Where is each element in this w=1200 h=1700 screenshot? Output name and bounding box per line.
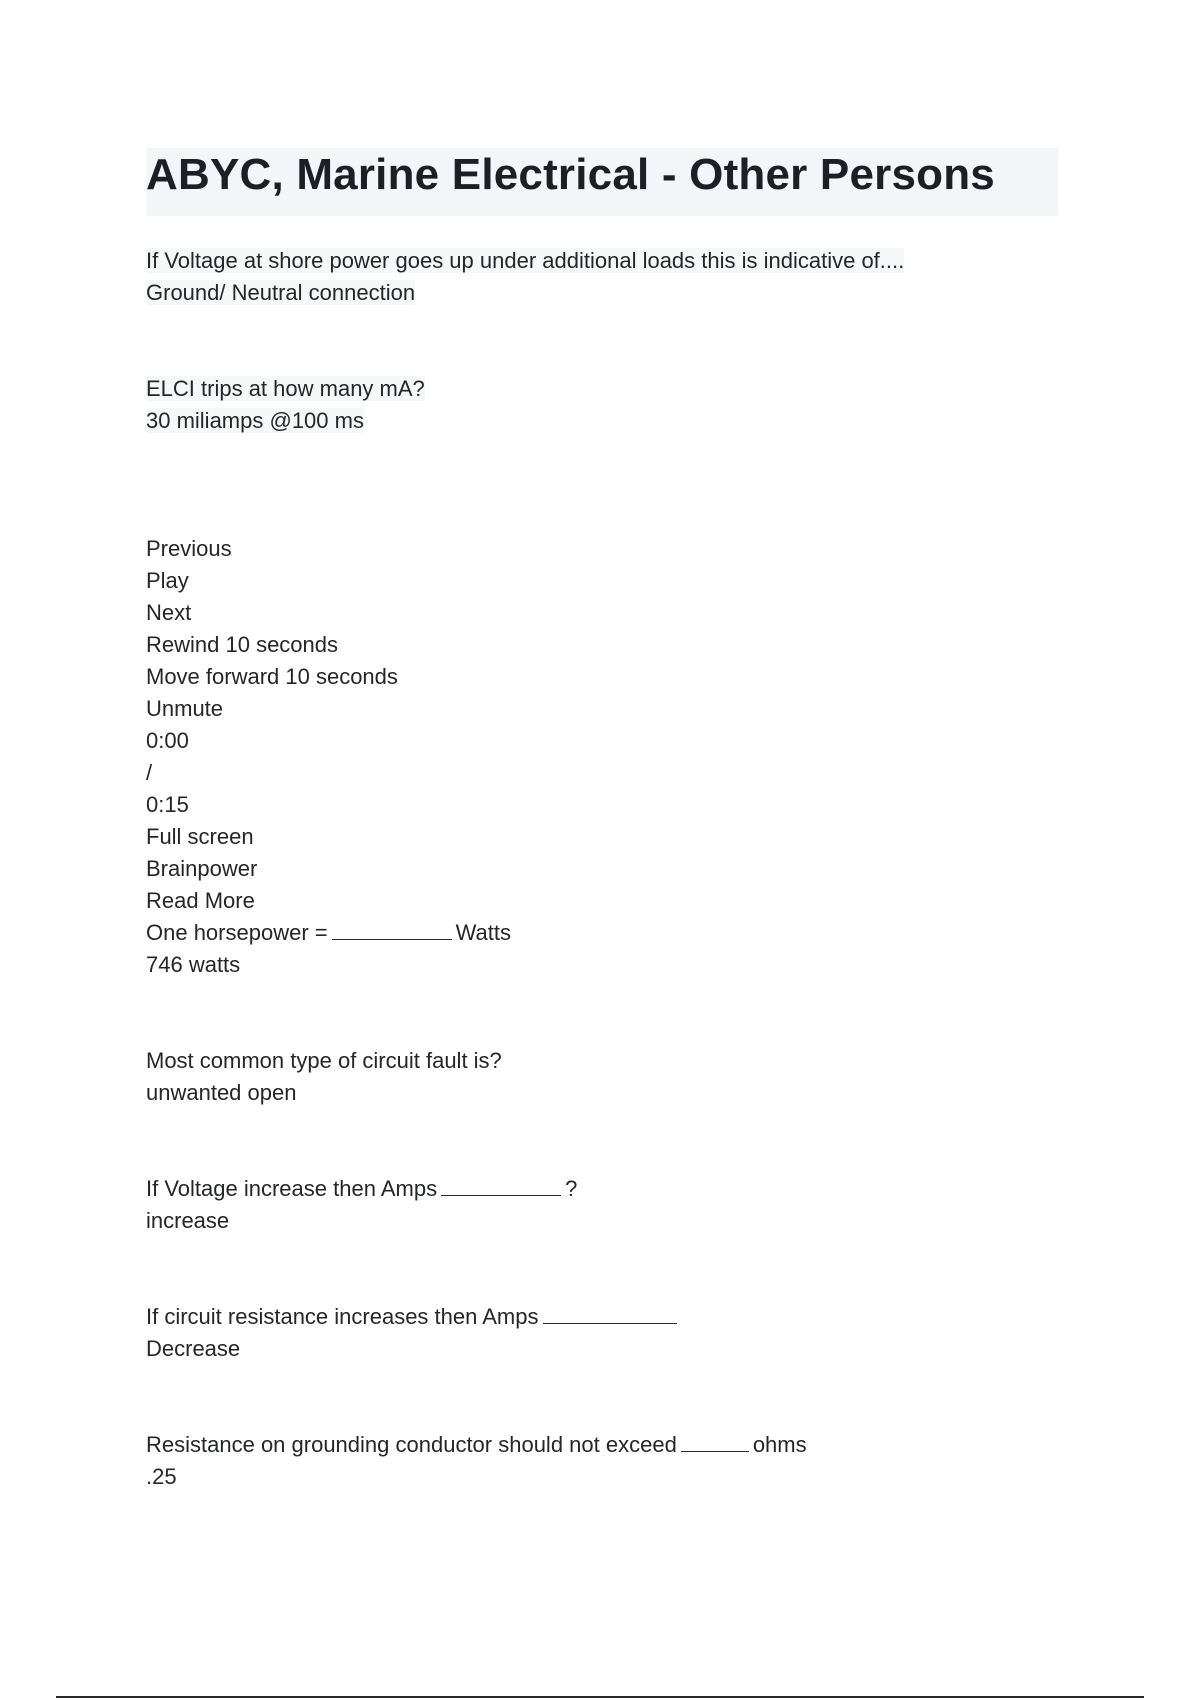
answer-text: increase [146,1208,230,1233]
page-title: ABYC, Marine Electrical - Other Persons [146,150,995,199]
answer-label: Ground/ Neutral connection [146,280,416,305]
qa-voltage-amps [146,1173,577,1237]
answer-text: 746 watts [146,952,241,977]
answer-text: Decrease [146,1336,241,1361]
current-time: 0:00 [146,728,189,753]
question-text: Most common type of circuit fault is? [146,1048,502,1073]
answer-label: 30 miliamps @100 ms [146,408,364,433]
qa-grounding-resistance [146,1429,807,1493]
play-button[interactable]: Play [146,568,189,593]
question-prefix: Resistance on grounding conductor should not exceed [146,1432,677,1457]
qa-circuit-fault [146,1045,502,1109]
forward-button[interactable]: Move forward 10 seconds [146,664,398,689]
answer-text: .25 [146,1464,177,1489]
media-player-text [146,533,511,981]
question-prefix: If Voltage increase then Amps [146,1176,438,1201]
question-suffix: ? [565,1176,578,1201]
answer-text [146,405,425,437]
question-label: ELCI trips at how many mA? [146,376,425,401]
read-more-link[interactable]: Read More [146,888,255,913]
brainpower-label: Brainpower [146,856,258,881]
question-text [146,245,904,277]
footer-divider [56,1696,1144,1698]
time-separator: / [146,760,153,785]
question-text [146,1429,807,1461]
next-button[interactable]: Next [146,600,192,625]
question-suffix: Watts [455,920,512,945]
question-text [146,1173,577,1205]
question-prefix: One horsepower = [146,920,328,945]
previous-button[interactable]: Previous [146,536,232,561]
answer-blank [681,1431,749,1452]
qa-elci [146,373,425,437]
rewind-button[interactable]: Rewind 10 seconds [146,632,339,657]
fullscreen-button[interactable]: Full screen [146,824,254,849]
answer-text [146,277,904,309]
question-suffix: ohms [752,1432,807,1457]
duration: 0:15 [146,792,189,817]
answer-blank [543,1303,677,1324]
qa-resistance-amps [146,1301,681,1365]
answer-blank [441,1175,561,1196]
question-text [146,1301,681,1333]
question-text [146,917,511,949]
answer-text: unwanted open [146,1080,297,1105]
unmute-button[interactable]: Unmute [146,696,224,721]
question-label: If Voltage at shore power goes up under additional loads this is indicative of.... [146,248,905,273]
qa-shore-power [146,245,904,309]
answer-blank [332,919,452,940]
question-text [146,373,425,405]
question-prefix: If circuit resistance increases then Amps [146,1304,539,1329]
